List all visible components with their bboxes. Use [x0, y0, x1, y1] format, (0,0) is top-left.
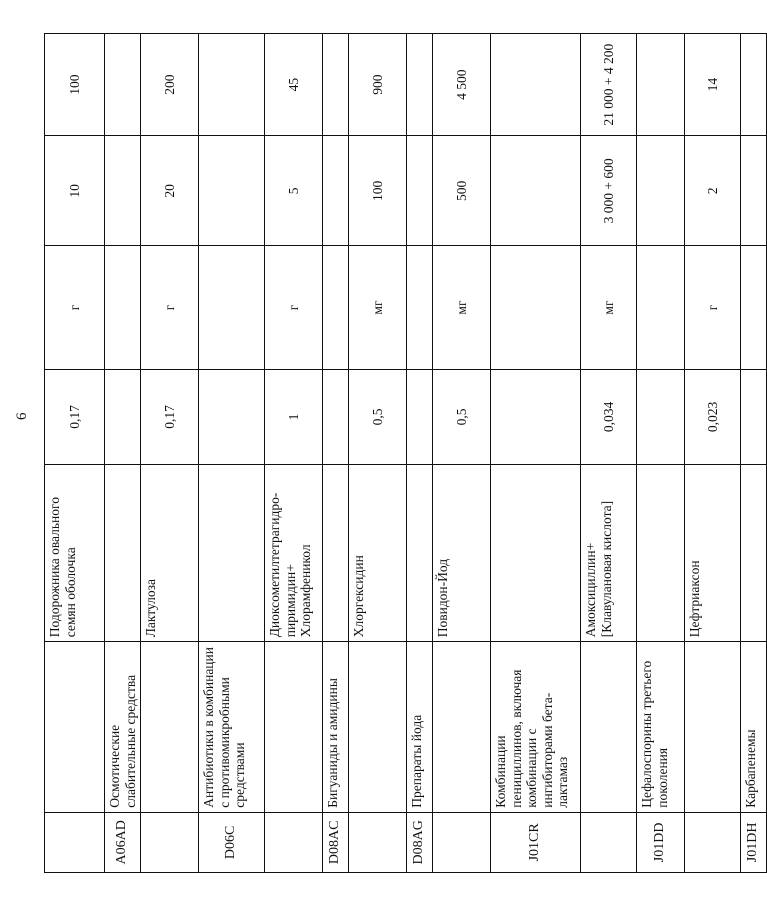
- cell-qty1: 2: [685, 136, 741, 246]
- cell-drug: Хлоргексидин: [349, 465, 407, 642]
- cell-group: [141, 642, 199, 812]
- cell-drug: [105, 465, 141, 642]
- cell-qty1: 500: [433, 136, 491, 246]
- cell-code: [685, 812, 741, 872]
- drug-table-wrapper: [44, 33, 761, 873]
- cell-qty2: [741, 34, 767, 136]
- cell-qty1: 100: [349, 136, 407, 246]
- cell-code: [141, 812, 199, 872]
- table-row: [581, 34, 637, 873]
- cell-group: Препараты йода: [407, 642, 433, 812]
- cell-qty1: 20: [141, 136, 199, 246]
- cell-drug: Диоксометилтетрагидро-пиримидин+ Хлорамфеникол: [265, 465, 323, 642]
- cell-ddd: 0,5: [433, 369, 491, 465]
- table-row: [407, 34, 433, 873]
- cell-qty2: 21 000 + 4 200: [581, 34, 637, 136]
- table-row: [323, 34, 349, 873]
- cell-unit: [491, 246, 581, 369]
- cell-code: J01DD: [637, 812, 685, 872]
- table-row: [349, 34, 407, 873]
- cell-qty2: [407, 34, 433, 136]
- cell-qty2: 100: [45, 34, 105, 136]
- cell-unit: г: [45, 246, 105, 369]
- cell-qty1: 3 000 + 600: [581, 136, 637, 246]
- table-row: [491, 34, 581, 873]
- cell-qty2: 45: [265, 34, 323, 136]
- table-row: [199, 34, 265, 873]
- cell-drug: [323, 465, 349, 642]
- cell-group: [349, 642, 407, 812]
- cell-drug: [491, 465, 581, 642]
- page-number-text: 6: [14, 412, 30, 420]
- cell-qty2: [637, 34, 685, 136]
- cell-qty2: [105, 34, 141, 136]
- cell-drug: Амоксициллин+ [Клавулановая кислота]: [581, 465, 637, 642]
- cell-group: Комбинации пенициллинов, включая комбинации с ингибиторами бета-лактамаз: [491, 642, 581, 812]
- table-row: [741, 34, 767, 873]
- cell-unit: [199, 246, 265, 369]
- cell-unit: мг: [581, 246, 637, 369]
- cell-code: [265, 812, 323, 872]
- cell-group: [45, 642, 105, 812]
- page-number: [0, 412, 30, 421]
- cell-unit: г: [685, 246, 741, 369]
- cell-qty1: [323, 136, 349, 246]
- cell-qty2: 900: [349, 34, 407, 136]
- cell-unit: мг: [349, 246, 407, 369]
- cell-qty2: [491, 34, 581, 136]
- cell-ddd: [323, 369, 349, 465]
- cell-qty1: [741, 136, 767, 246]
- cell-qty1: [407, 136, 433, 246]
- cell-code: [581, 812, 637, 872]
- table-row: [45, 34, 105, 873]
- cell-ddd: 0,5: [349, 369, 407, 465]
- cell-ddd: [491, 369, 581, 465]
- cell-unit: [407, 246, 433, 369]
- cell-qty1: [199, 136, 265, 246]
- cell-drug: [407, 465, 433, 642]
- cell-ddd: 0,034: [581, 369, 637, 465]
- cell-group: [433, 642, 491, 812]
- cell-ddd: [199, 369, 265, 465]
- cell-group: Цефалоспорины третьего поколения: [637, 642, 685, 812]
- cell-group: [581, 642, 637, 812]
- cell-qty1: 10: [45, 136, 105, 246]
- cell-ddd: 0,023: [685, 369, 741, 465]
- cell-group: Бигуаниды и амидины: [323, 642, 349, 812]
- cell-code: D08AC: [323, 812, 349, 872]
- cell-drug: Цефтриаксон: [685, 465, 741, 642]
- cell-code: A06AD: [105, 812, 141, 872]
- table-row: [105, 34, 141, 873]
- table-row: [433, 34, 491, 873]
- cell-qty1: [491, 136, 581, 246]
- cell-code: D06C: [199, 812, 265, 872]
- cell-qty1: [105, 136, 141, 246]
- cell-ddd: [637, 369, 685, 465]
- cell-unit: [323, 246, 349, 369]
- table-row: [685, 34, 741, 873]
- cell-unit: г: [265, 246, 323, 369]
- cell-drug: Лактулоза: [141, 465, 199, 642]
- cell-ddd: 1: [265, 369, 323, 465]
- cell-ddd: 0,17: [45, 369, 105, 465]
- cell-qty1: [637, 136, 685, 246]
- cell-drug: [741, 465, 767, 642]
- cell-group: Осмотические слабительные средства: [105, 642, 141, 812]
- cell-qty2: 4 500: [433, 34, 491, 136]
- table-row: [265, 34, 323, 873]
- cell-group: [265, 642, 323, 812]
- cell-qty2: [323, 34, 349, 136]
- cell-code: [433, 812, 491, 872]
- table-row: [141, 34, 199, 873]
- cell-code: J01DH: [741, 812, 767, 872]
- cell-unit: [637, 246, 685, 369]
- cell-unit: [105, 246, 141, 369]
- cell-ddd: 0,17: [141, 369, 199, 465]
- drug-table-body: [45, 34, 767, 873]
- cell-code: J01CR: [491, 812, 581, 872]
- cell-qty2: [199, 34, 265, 136]
- cell-group: Антибиотики в комбинации с противомикробными средствами: [199, 642, 265, 812]
- cell-group: Карбапенемы: [741, 642, 767, 812]
- cell-code: [349, 812, 407, 872]
- cell-group: [685, 642, 741, 812]
- cell-unit: г: [141, 246, 199, 369]
- cell-ddd: [407, 369, 433, 465]
- cell-drug: Повидон-Йод: [433, 465, 491, 642]
- cell-drug: Подорожника овального семян оболочка: [45, 465, 105, 642]
- cell-qty1: 5: [265, 136, 323, 246]
- table-row: [637, 34, 685, 873]
- cell-qty2: 14: [685, 34, 741, 136]
- drug-table: [44, 33, 767, 873]
- cell-unit: мг: [433, 246, 491, 369]
- cell-ddd: [741, 369, 767, 465]
- cell-drug: [199, 465, 265, 642]
- cell-drug: [637, 465, 685, 642]
- cell-code: D08AG: [407, 812, 433, 872]
- cell-qty2: 200: [141, 34, 199, 136]
- cell-ddd: [105, 369, 141, 465]
- cell-code: [45, 812, 105, 872]
- cell-unit: [741, 246, 767, 369]
